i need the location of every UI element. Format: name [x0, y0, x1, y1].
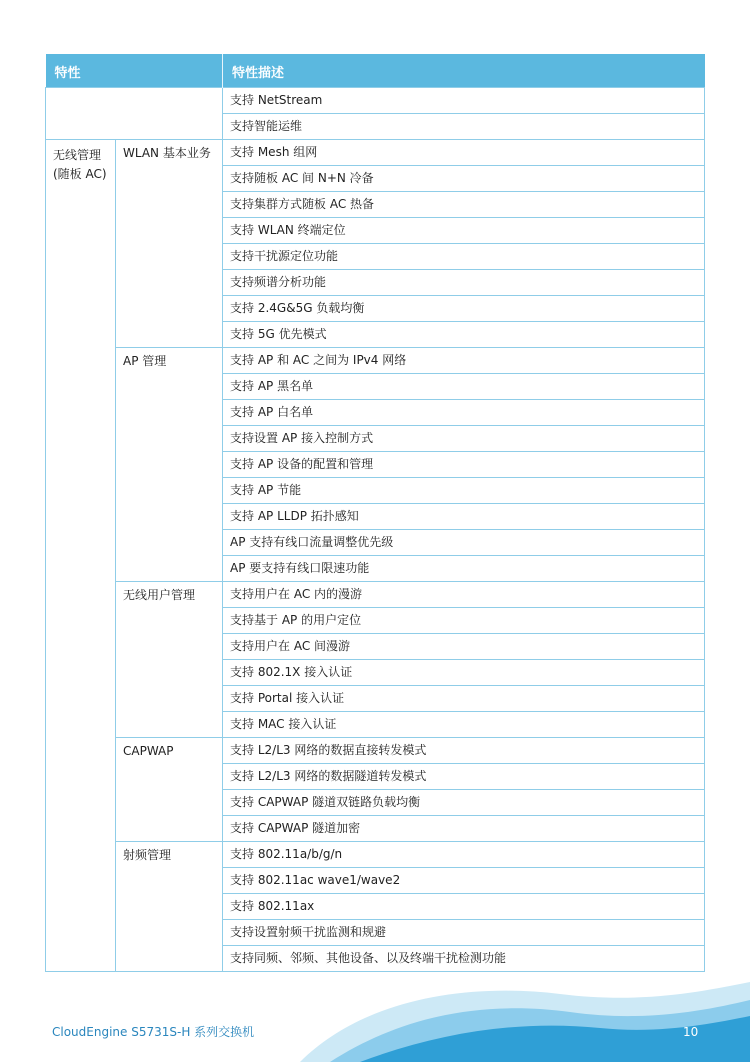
- table-row: [46, 842, 705, 868]
- feature-description-cell: 支持基于 AP 的用户定位: [223, 608, 705, 634]
- feature-description-cell: 支持智能运维: [223, 114, 705, 140]
- footer-wave-graphic: [0, 972, 750, 1062]
- table-header-row: [46, 55, 705, 88]
- subfeature-cell: 无线用户管理: [116, 582, 223, 738]
- feature-description-cell: 支持 Mesh 组网: [223, 140, 705, 166]
- feature-description-cell: 支持 5G 优先模式: [223, 322, 705, 348]
- feature-description-cell: 支持 L2/L3 网络的数据隧道转发模式: [223, 764, 705, 790]
- feature-description-cell: 支持随板 AC 间 N+N 冷备: [223, 166, 705, 192]
- table-row: [46, 348, 705, 374]
- category-cell: 无线管理 (随板 AC): [46, 140, 116, 972]
- subfeature-cell: AP 管理: [116, 348, 223, 582]
- feature-description-cell: 支持 CAPWAP 隧道加密: [223, 816, 705, 842]
- feature-description-cell: 支持 AP 白名单: [223, 400, 705, 426]
- subfeature-cell: CAPWAP: [116, 738, 223, 842]
- feature-description-cell: AP 支持有线口流量调整优先级: [223, 530, 705, 556]
- table-row: [46, 88, 705, 114]
- footer-product-title: CloudEngine S5731S-H 系列交换机: [52, 1025, 255, 1039]
- feature-description-cell: 支持 AP 黑名单: [223, 374, 705, 400]
- feature-description-cell: 支持用户在 AC 间漫游: [223, 634, 705, 660]
- feature-spec-table: [45, 54, 705, 972]
- page-number: 10: [683, 1025, 699, 1039]
- table-row: [46, 140, 705, 166]
- feature-description-cell: 支持 CAPWAP 隧道双链路负载均衡: [223, 790, 705, 816]
- feature-description-cell: 支持 802.1X 接入认证: [223, 660, 705, 686]
- empty-feature-cell: [46, 88, 223, 140]
- subfeature-cell: 射频管理: [116, 842, 223, 972]
- feature-description-cell: 支持 MAC 接入认证: [223, 712, 705, 738]
- feature-description-cell: 支持 AP 设备的配置和管理: [223, 452, 705, 478]
- feature-description-cell: 支持同频、邻频、其他设备、以及终端干扰检测功能: [223, 946, 705, 972]
- feature-description-cell: 支持 802.11a/b/g/n: [223, 842, 705, 868]
- table-row: [46, 738, 705, 764]
- feature-description-cell: 支持频谱分析功能: [223, 270, 705, 296]
- feature-description-cell: 支持设置射频干扰监测和规避: [223, 920, 705, 946]
- feature-description-cell: 支持 Portal 接入认证: [223, 686, 705, 712]
- feature-description-cell: 支持 AP 和 AC 之间为 IPv4 网络: [223, 348, 705, 374]
- feature-description-cell: AP 要支持有线口限速功能: [223, 556, 705, 582]
- feature-description-cell: 支持干扰源定位功能: [223, 244, 705, 270]
- feature-description-cell: 支持 WLAN 终端定位: [223, 218, 705, 244]
- feature-description-cell: 支持 2.4G&5G 负载均衡: [223, 296, 705, 322]
- subfeature-cell: WLAN 基本业务: [116, 140, 223, 348]
- feature-description-cell: 支持 AP 节能: [223, 478, 705, 504]
- table-body: [46, 88, 705, 972]
- feature-description-cell: 支持 AP LLDP 拓扑感知: [223, 504, 705, 530]
- header-feature: 特性: [46, 55, 223, 88]
- feature-description-cell: 支持用户在 AC 内的漫游: [223, 582, 705, 608]
- feature-description-cell: 支持 802.11ac wave1/wave2: [223, 868, 705, 894]
- feature-description-cell: 支持 802.11ax: [223, 894, 705, 920]
- feature-description-cell: 支持集群方式随板 AC 热备: [223, 192, 705, 218]
- table-row: [46, 582, 705, 608]
- feature-description-cell: 支持 L2/L3 网络的数据直接转发模式: [223, 738, 705, 764]
- header-feature-description: 特性描述: [223, 55, 705, 88]
- feature-description-cell: 支持 NetStream: [223, 88, 705, 114]
- feature-description-cell: 支持设置 AP 接入控制方式: [223, 426, 705, 452]
